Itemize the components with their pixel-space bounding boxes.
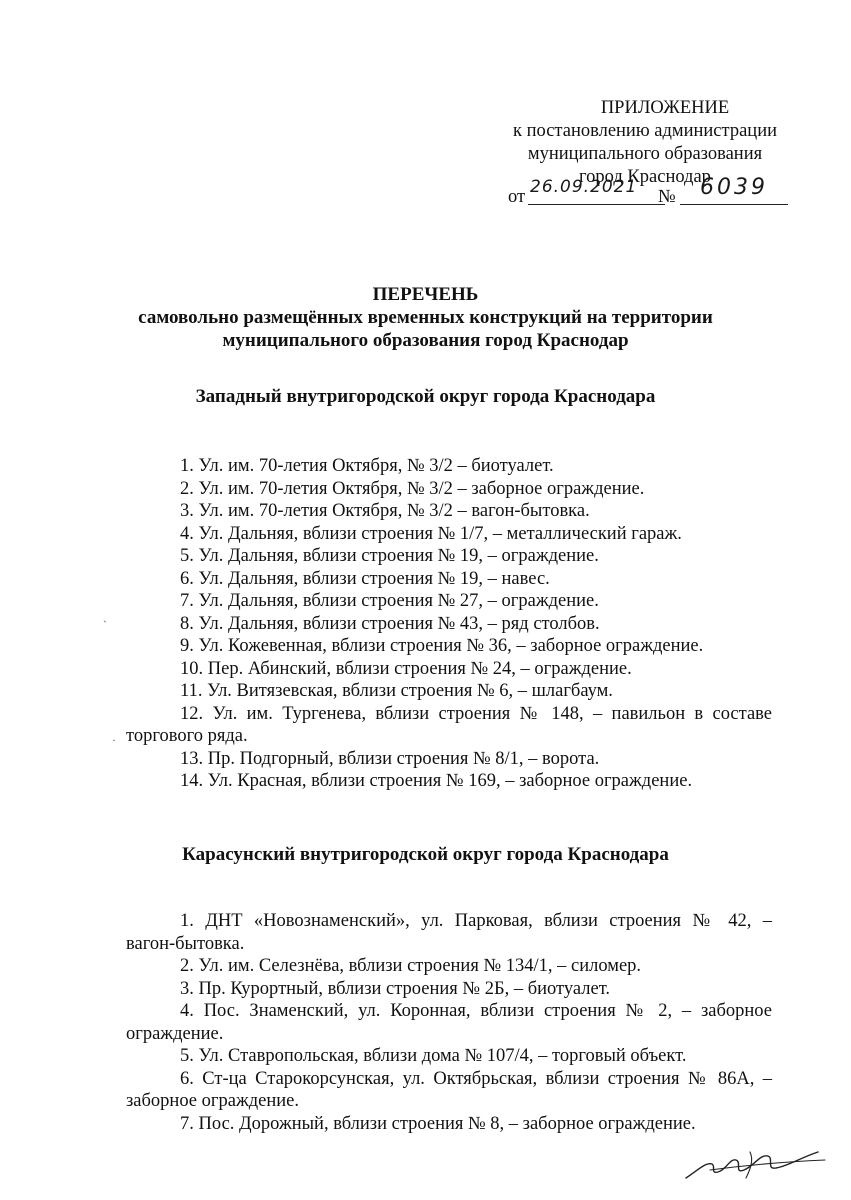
handwritten-signature [680, 1140, 830, 1185]
list-item: 3. Ул. им. 70-летия Октября, № 3/2 – вагон-бытовка. [180, 501, 590, 521]
section-title-karasunsky: Карасунский внутригородской округ города Краснодара [182, 844, 669, 865]
list-item: 7. Пос. Дорожный, вблизи строения № 8, – заборное ограждение. [180, 1113, 696, 1134]
appendix-line-3: город Краснодар [579, 167, 711, 187]
list-item: 5. Ул. Ставропольская, вблизи дома № 107/4, – торговый объект. [180, 1046, 687, 1066]
decree-number: 6039 [680, 175, 788, 205]
list-item: 7. Ул. Дальняя, вблизи строения № 27, – ограждение. [180, 591, 599, 611]
decree-date: 26.09.2021 [528, 177, 665, 205]
margin-mark: · [112, 733, 116, 747]
list-item: 10. Пер. Абинский, вблизи строения № 24, – ограждение. [180, 658, 632, 679]
list-item: 1. Ул. им. 70-летия Октября, № 3/2 – биотуалет. [180, 456, 554, 476]
page-subtitle-line-1: самовольно размещённых временных конструкций на территории [138, 307, 713, 328]
list-item: 12. Ул. им. Тургенева, вблизи строения № 148, – павильон в составе торгового ряда. [126, 703, 772, 746]
page-subtitle-line-2: муниципального образования город Краснодар [222, 330, 629, 351]
appendix-line-2: муниципального образования [527, 144, 763, 164]
list-item: 11. Ул. Витязевская, вблизи строения № 6, – шлагбаум. [180, 681, 613, 701]
section-title-western: Западный внутригородской округ города Краснодара [195, 386, 656, 407]
list-item: 4. Ул. Дальняя, вблизи строения № 1/7, – металлический гараж. [180, 523, 682, 544]
list-item: 6. Ст-ца Старокорсунская, ул. Октябрьская, вблизи строения № 86А, – заборное ограждение. [126, 1068, 772, 1111]
list-item: 13. Пр. Подгорный, вблизи строения № 8/1, – ворота. [180, 748, 600, 769]
list-item: 2. Ул. им. 70-летия Октября, № 3/2 – заборное ограждение. [180, 478, 645, 499]
page-title: ПЕРЕЧЕНЬ [372, 284, 479, 305]
list-item: 14. Ул. Красная, вблизи строения № 169, – заборное ограждение. [180, 771, 693, 791]
appendix-line-1: к постановлению администрации [512, 121, 777, 141]
list-item: 5. Ул. Дальняя, вблизи строения № 19, – ограждение. [180, 546, 599, 566]
list-item: 1. ДНТ «Новознаменский», ул. Парковая, вблизи строения № 42, – вагон-бытовка. [126, 911, 772, 954]
number-label: № [658, 187, 676, 207]
list-item: 4. Пос. Знаменский, ул. Коронная, вблизи строения № 2, – заборное ограждение. [126, 1001, 772, 1044]
list-item: 9. Ул. Кожевенная, вблизи строения № 36, – заборное ограждение. [180, 636, 704, 656]
appendix-title: ПРИЛОЖЕНИЕ [600, 98, 730, 118]
list-item: 8. Ул. Дальняя, вблизи строения № 43, – ряд столбов. [180, 613, 600, 634]
list-item: 6. Ул. Дальняя, вблизи строения № 19, – навес. [180, 568, 550, 589]
list-item: 2. Ул. им. Селезнёва, вблизи строения № 134/1, – силомер. [180, 956, 642, 976]
from-label: от [508, 187, 526, 207]
list-item: 3. Пр. Курортный, вблизи строения № 2Б, – биотуалет. [180, 978, 611, 999]
margin-mark: ˋ [103, 618, 107, 632]
